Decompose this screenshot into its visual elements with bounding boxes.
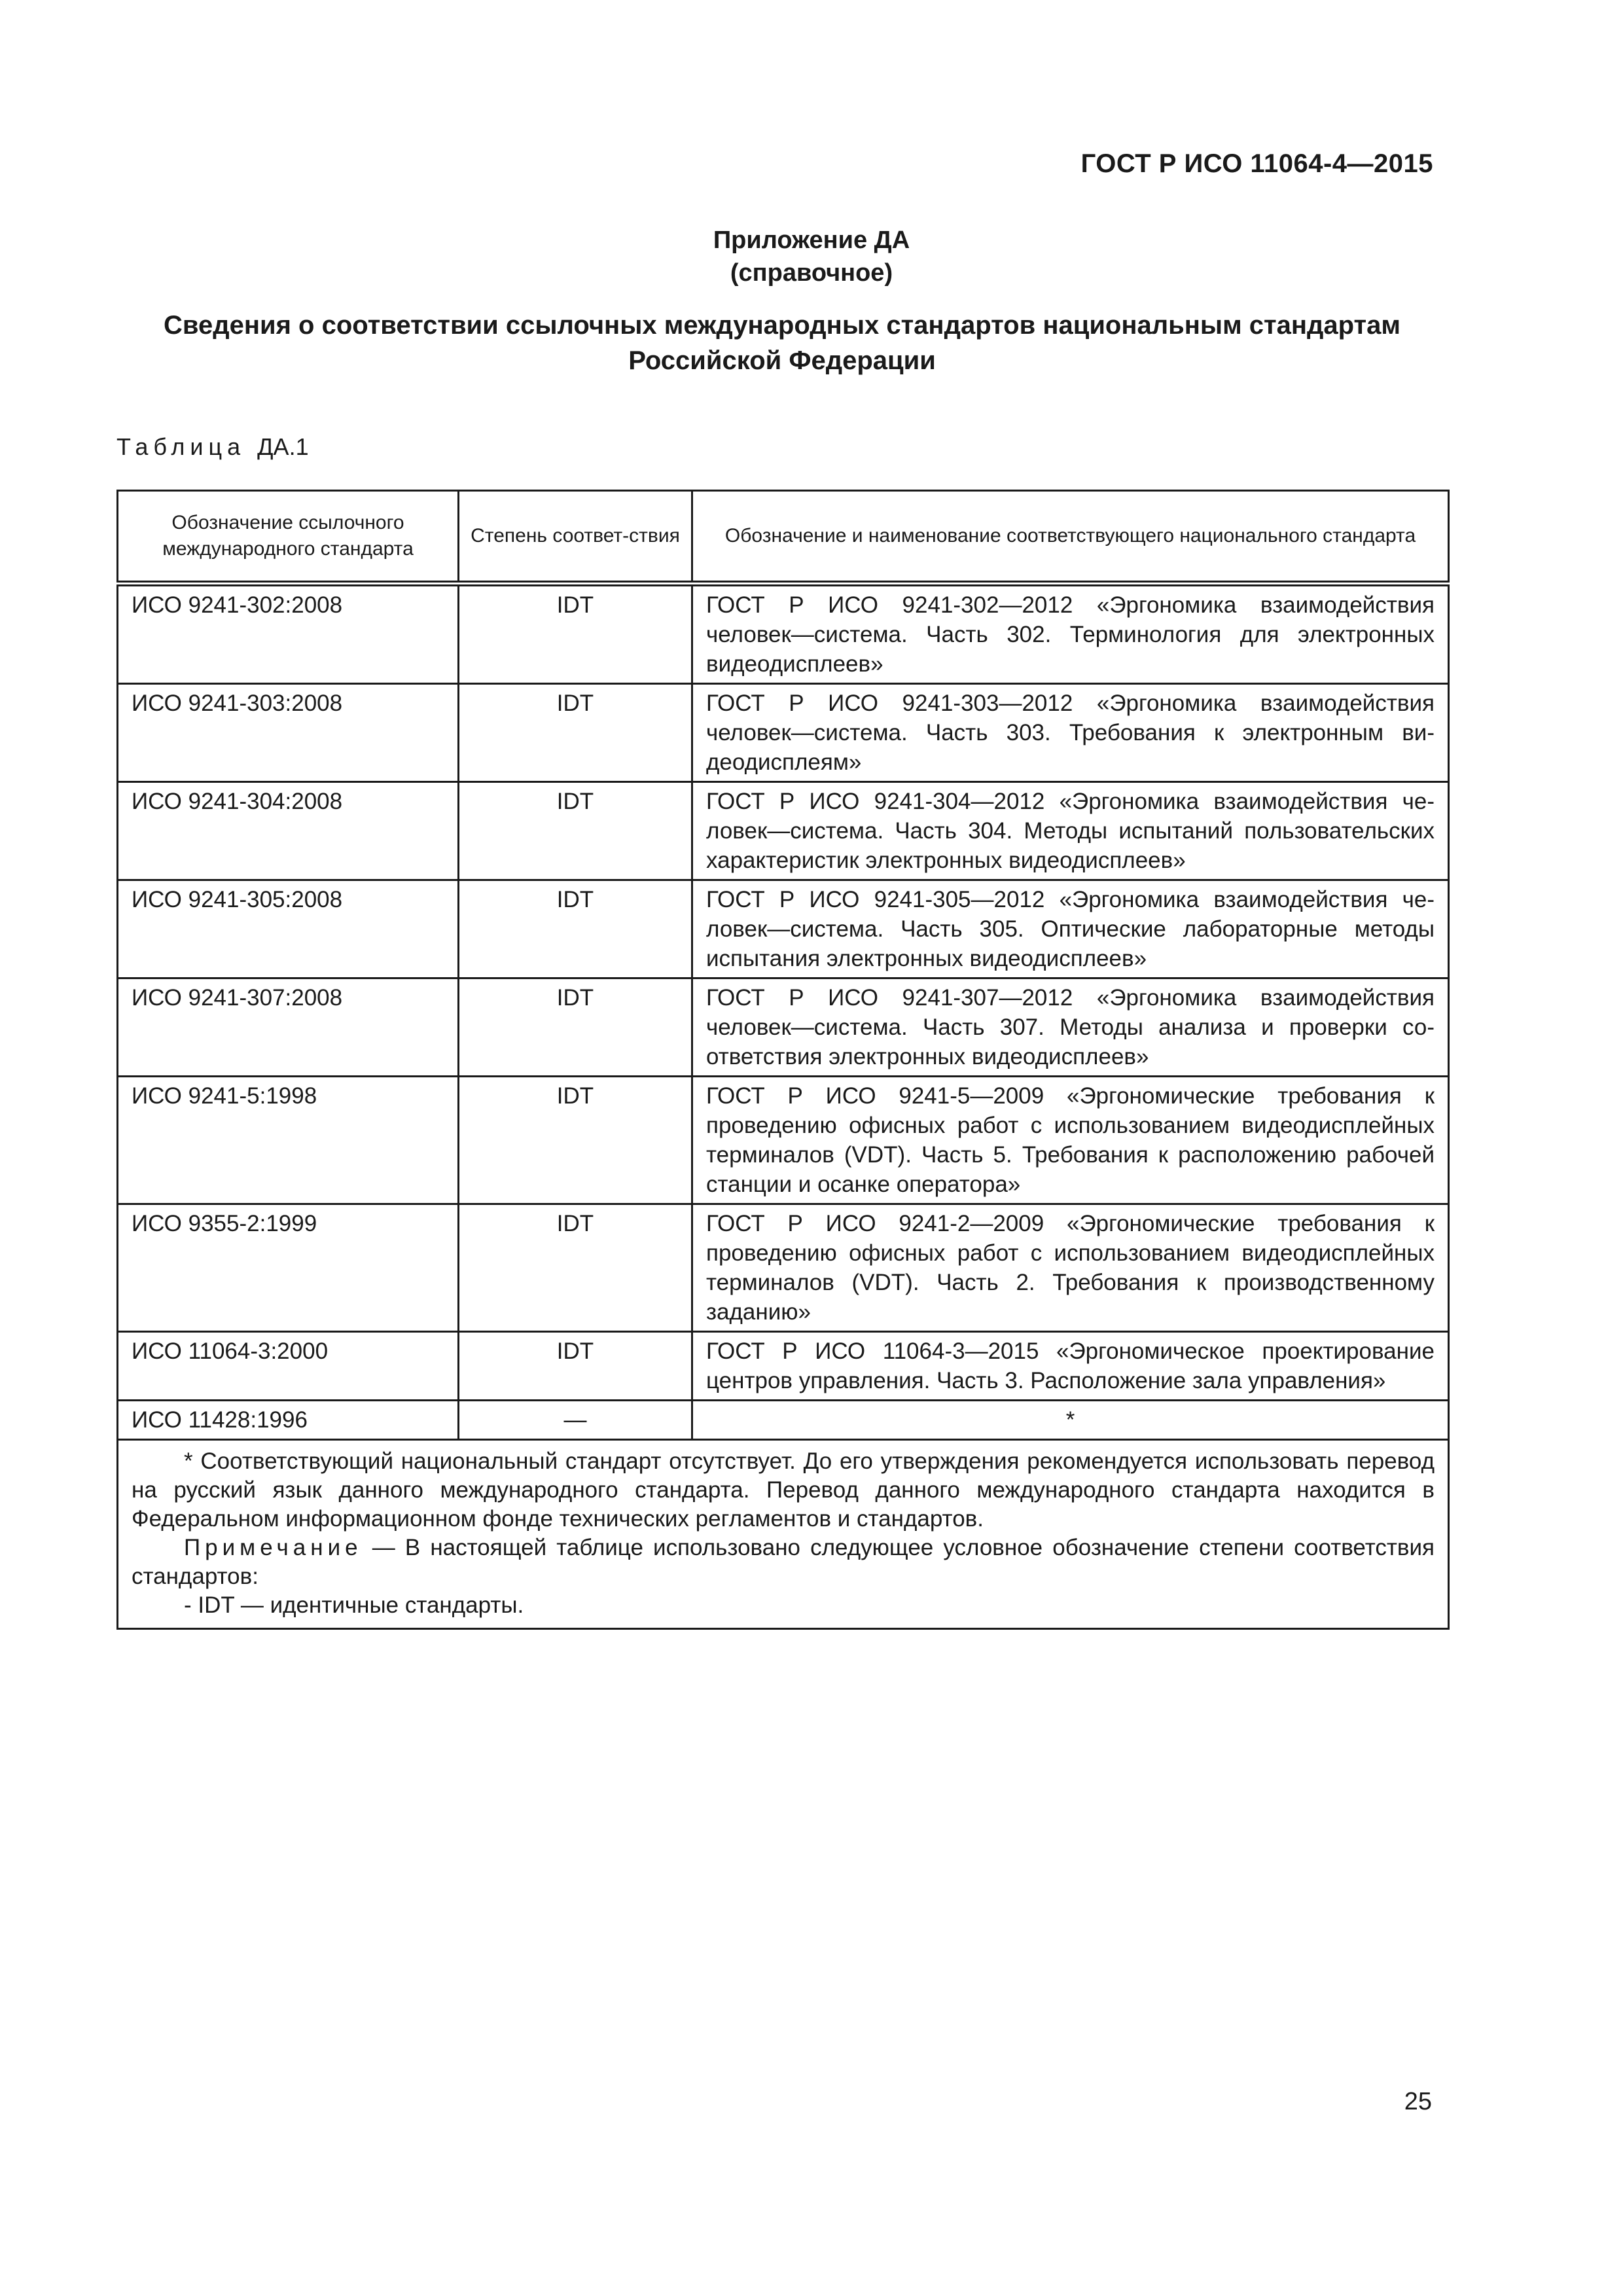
- table-row: [118, 880, 1449, 978]
- table-row: [118, 584, 1449, 684]
- table-row: [118, 1401, 1449, 1440]
- cell-degree: IDT: [459, 1077, 692, 1204]
- header-intl-standard: Обозначение ссылочного международного стандарта: [118, 491, 459, 584]
- table-row: [118, 1332, 1449, 1401]
- section-title-line-2: Российской Федерации: [628, 346, 936, 375]
- cell-national-standard: ГОСТ Р ИСО 9241-304—2012 «Эргономика взаимодействия человек—система. Часть 304. Методы испытаний пользовательских характеристик электронных видеодисплеев»: [692, 782, 1449, 880]
- cell-intl-standard: ИСО 9241-305:2008: [118, 880, 459, 978]
- note-text: — В настоящей таблице использовано следующее условное обозначение степени соответствия стандартов:: [132, 1535, 1435, 1589]
- cell-intl-standard: ИСО 9241-303:2008: [118, 684, 459, 782]
- cell-degree: IDT: [459, 684, 692, 782]
- cell-national-standard: ГОСТ Р ИСО 9241-303—2012 «Эргономика взаимодействия человек—система. Часть 303. Требования к электронным видеодисплеям»: [692, 684, 1449, 782]
- cell-intl-standard: ИСО 9241-307:2008: [118, 978, 459, 1077]
- appendix-title: Приложение ДА: [713, 226, 910, 254]
- table-caption-number: ДА.1: [257, 433, 309, 460]
- cell-national-standard: ГОСТ Р ИСО 9241-307—2012 «Эргономика взаимодействия человек—система. Часть 307. Методы анализа и проверки соответствия электронных видеодисплеев»: [692, 978, 1449, 1077]
- note-label: Примечание: [184, 1535, 363, 1560]
- table-row: [118, 1077, 1449, 1204]
- cell-national-standard: ГОСТ Р ИСО 9241-5—2009 «Эргономические требования к проведению офисных работ с использованием видеодисплейных терминалов (VDT). Часть 5. Требования к расположению рабочей станции и осанке оператора»: [692, 1077, 1449, 1204]
- cell-intl-standard: ИСО 11064-3:2000: [118, 1332, 459, 1401]
- cell-degree: IDT: [459, 584, 692, 684]
- cell-national-standard: ГОСТ Р ИСО 9241-302—2012 «Эргономика взаимодействия человек—система. Часть 302. Терминология для электронных видеодисплеев»: [692, 584, 1449, 684]
- cell-degree: IDT: [459, 782, 692, 880]
- cell-intl-standard: ИСО 11428:1996: [118, 1401, 459, 1440]
- section-title-line-1: Сведения о соответствии ссылочных международных стандартов национальным стандартам: [164, 311, 1400, 340]
- cell-national-standard: *: [692, 1401, 1449, 1440]
- footnote-note: [132, 1534, 1435, 1591]
- cell-national-standard: ГОСТ Р ИСО 9241-2—2009 «Эргономические требования к проведению офисных работ с использованием видеодисплейных терминалов (VDT). Часть 2. Требования к производственному заданию»: [692, 1204, 1449, 1332]
- cell-degree: IDT: [459, 1332, 692, 1401]
- appendix-subtitle: (справочное): [730, 259, 893, 287]
- table-caption: [116, 433, 309, 461]
- table-header-row: [118, 491, 1449, 584]
- header-degree: Степень соответ-ствия: [459, 491, 692, 584]
- table-row: [118, 782, 1449, 880]
- document-code: ГОСТ Р ИСО 11064-4—2015: [1080, 149, 1433, 178]
- table-footnote: [118, 1440, 1449, 1629]
- header-national-standard: Обозначение и наименование соответствующего национального стандарта: [692, 491, 1449, 584]
- standards-table-container: [116, 490, 1448, 1630]
- cell-intl-standard: ИСО 9241-302:2008: [118, 584, 459, 684]
- table-row: [118, 978, 1449, 1077]
- table-caption-word: Таблица: [116, 433, 246, 460]
- appendix-heading: [0, 224, 1623, 289]
- cell-degree: —: [459, 1401, 692, 1440]
- cell-intl-standard: ИСО 9241-5:1998: [118, 1077, 459, 1204]
- footnote-asterisk-text: * Соответствующий национальный стандарт отсутствует. До его утверждения рекомендуется использовать перевод на русский язык данного международного стандарта. Перевод данного международного стандарта находится в Федеральном информационном фонде технических регламентов и стандартов.: [132, 1448, 1435, 1532]
- table-row: [118, 684, 1449, 782]
- section-title: [115, 308, 1450, 378]
- cell-intl-standard: ИСО 9241-304:2008: [118, 782, 459, 880]
- cell-intl-standard: ИСО 9355-2:1999: [118, 1204, 459, 1332]
- cell-degree: IDT: [459, 978, 692, 1077]
- table-row: [118, 1204, 1449, 1332]
- cell-degree: IDT: [459, 1204, 692, 1332]
- footnote-legend: - IDT — идентичные стандарты.: [184, 1592, 524, 1618]
- cell-degree: IDT: [459, 880, 692, 978]
- cell-national-standard: ГОСТ Р ИСО 11064-3—2015 «Эргономическое проектирование центров управления. Часть 3. Расположение зала управления»: [692, 1332, 1449, 1401]
- page-number: 25: [1404, 2088, 1432, 2115]
- table-body: [118, 584, 1449, 1629]
- cell-national-standard: ГОСТ Р ИСО 9241-305—2012 «Эргономика взаимодействия человек—система. Часть 305. Оптические лабораторные методы испытания электронных видеодисплеев»: [692, 880, 1449, 978]
- standards-table: [116, 490, 1450, 1630]
- table-footnote-row: [118, 1440, 1449, 1629]
